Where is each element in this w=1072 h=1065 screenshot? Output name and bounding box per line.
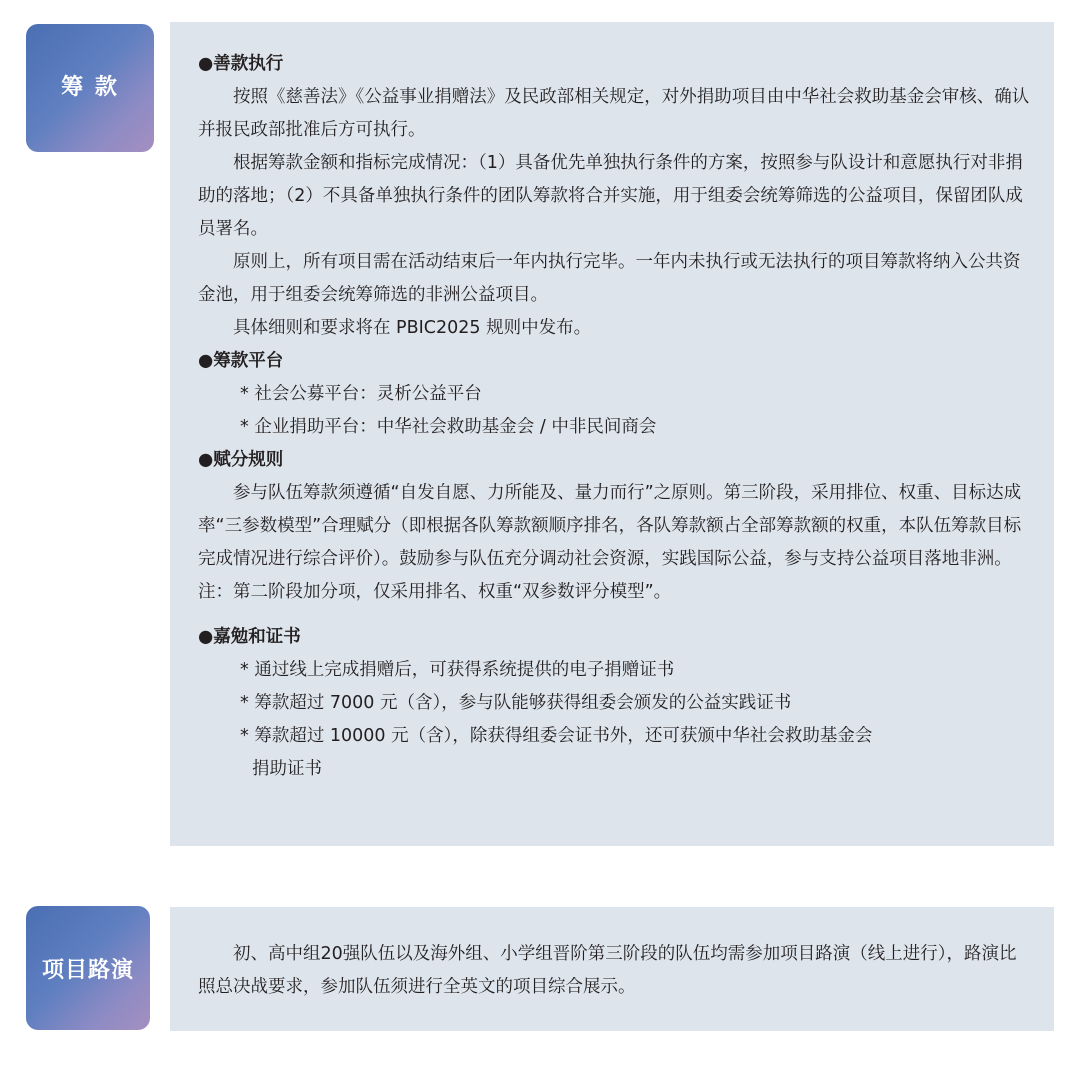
heading-donation-execution: ●善款执行 [198, 54, 284, 74]
paragraph-roadshow: 初、高中组20强队伍以及海外组、小学组晋阶第三阶段的队伍均需参加项目路演（线上进行），路演比照总决战要求，参加队伍须进行全英文的项目综合展示。 [198, 944, 1017, 997]
list-item-enterprise-platform: * 企业捐助平台：中华社会救助基金会 / 中非民间商会 [240, 417, 657, 437]
section-tag-roadshow [26, 906, 150, 1030]
roadshow-content [198, 938, 1030, 1004]
section-tag-roadshow-label: 项目路演 [41, 957, 134, 983]
heading-certificates: ●嘉勉和证书 [198, 627, 301, 647]
heading-fundraising-platform: ●筹款平台 [198, 351, 284, 371]
section-tag-fundraising [26, 24, 154, 152]
paragraph-execution-3: 原则上，所有项目需在活动结束后一年内执行完毕。一年内未执行或无法执行的项目筹款将纳入公共资金池，用于组委会统筹筛选的非洲公益项目。 [198, 252, 1021, 305]
paragraph-execution-2: 根据筹款金额和指标完成情况：（1）具备优先单独执行条件的方案，按照参与队设计和意愿执行对非捐助的落地；（2）不具备单独执行条件的团队筹款将合并实施，用于组委会统筹筛选的公益项目，保留团队成员署名。 [198, 153, 1023, 239]
list-item-certificate-3-line1: * 筹款超过 10000 元（含），除获得组委会证书外，还可获颁中华社会救助基金会 [240, 726, 873, 746]
heading-scoring-rules: ●赋分规则 [198, 450, 284, 470]
list-item-certificate-3-line2: 捐助证书 [252, 759, 322, 779]
paragraph-execution-1: 按照《慈善法》《公益事业捐赠法》及民政部相关规定，对外捐助项目由中华社会救助基金会审核、确认并报民政部批准后方可执行。 [198, 87, 1030, 140]
fundraising-content [198, 48, 1030, 786]
paragraph-execution-4: 具体细则和要求将在 PBIC2025 规则中发布。 [233, 318, 592, 338]
paragraph-scoring: 参与队伍筹款须遵循“自发自愿、力所能及、量力而行”之原则。第三阶段，采用排位、权重、目标达成率“三参数模型”合理赋分（即根据各队筹款额顺序排名，各队筹款额占全部筹款额的权重，本队伍筹款目标完成情况进行综合评价）。鼓励参与队伍充分调动社会资源，实践国际公益，参与支持公益项目落地非洲。注：第二阶段加分项，仅采用排名、权重“双参数评分模型”。 [198, 483, 1022, 602]
list-item-certificate-3 [198, 720, 1030, 786]
list-item-public-platform: * 社会公募平台：灵析公益平台 [240, 384, 482, 404]
list-item-certificate-1: * 通过线上完成捐赠后，可获得系统提供的电子捐赠证书 [240, 660, 675, 680]
section-tag-fundraising-label: 筹 款 [61, 75, 119, 100]
list-item-certificate-2: * 筹款超过 7000 元（含），参与队能够获得组委会颁发的公益实践证书 [240, 693, 792, 713]
